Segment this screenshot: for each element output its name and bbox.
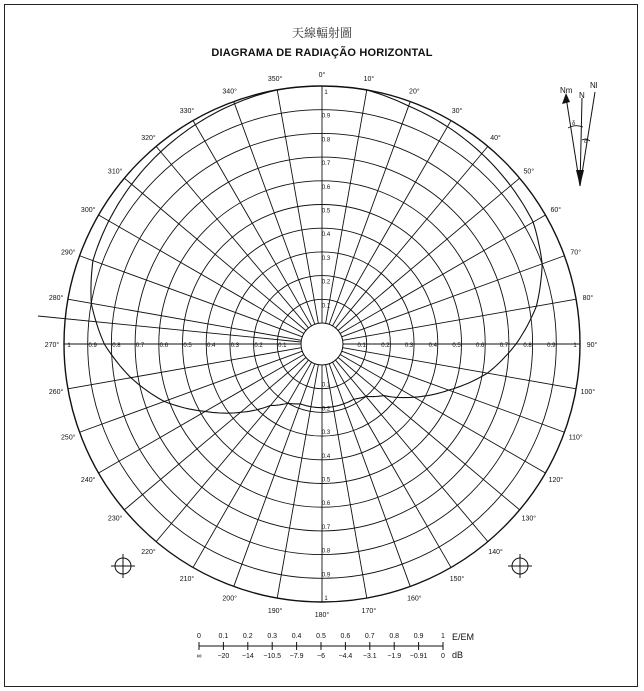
spoke-320 — [156, 146, 308, 328]
spoke-350 — [277, 90, 318, 323]
ring-label-0.2-90: 0.2 — [381, 343, 390, 349]
angle-label-290: 290° — [61, 249, 76, 257]
angle-label-10: 10° — [363, 76, 375, 84]
ring-label-0.3-180: 0.3 — [321, 430, 331, 437]
ring-label-0.8-270: 0.8 — [112, 343, 121, 349]
spoke-260 — [68, 348, 301, 389]
ring-label-0.4-180: 0.4 — [321, 453, 331, 460]
scale-linear-label: 0.3 — [267, 633, 278, 640]
north-declination-symbol — [560, 81, 598, 186]
ring-label-0.2-270: 0.2 — [254, 343, 263, 349]
spoke-40 — [335, 146, 487, 328]
angle-label-140: 140° — [488, 548, 503, 556]
ring-label-0.3-90: 0.3 — [404, 343, 414, 349]
angle-label-310: 310° — [107, 168, 123, 176]
angle-label-300: 300° — [80, 207, 96, 214]
registration-mark-right — [508, 554, 532, 578]
ring-label-0.7-90: 0.7 — [499, 343, 509, 349]
ring-label-0.2-0: 0.2 — [321, 279, 331, 286]
scale-db-label: −10.5 — [263, 653, 282, 660]
spoke-10 — [326, 90, 367, 323]
angle-label-190: 190° — [267, 607, 283, 615]
scale-linear-label: 1 — [441, 633, 445, 640]
scale-db-label: −14 — [241, 653, 254, 660]
scale-db-label: −6 — [317, 653, 325, 660]
compass-base-arrow-icon — [576, 170, 584, 186]
registration-mark-left — [111, 554, 135, 578]
title-portuguese: DIAGRAMA DE RADIAÇÃO HORIZONTAL — [211, 47, 433, 59]
ring-label-0.1-270: 0.1 — [278, 343, 287, 349]
spoke-80 — [343, 299, 576, 340]
ring-label-1-180: 1 — [324, 596, 328, 602]
scale-linear-label: 0.5 — [316, 633, 326, 640]
ring-label-0.5-90: 0.5 — [452, 343, 461, 349]
scale-linear-label: 0.9 — [413, 633, 424, 640]
spoke-100 — [343, 348, 576, 389]
scale-db-label: ∞ — [196, 653, 202, 660]
radiation-pattern — [38, 86, 542, 413]
scale-linear-label: 0 — [197, 633, 201, 640]
ring-label-0.4-90: 0.4 — [428, 343, 437, 349]
spoke-130 — [338, 357, 520, 509]
angle-label-110: 110° — [568, 434, 583, 442]
angle-label-30: 30° — [451, 108, 463, 116]
scale-unit-linear: E/EM — [452, 632, 475, 642]
ring-label-0.8-0: 0.8 — [321, 137, 331, 144]
angle-label-220: 220° — [141, 548, 156, 556]
label-delta-2: δ — [584, 139, 588, 145]
field-db-scale — [197, 632, 475, 660]
ring-label-0.8-180: 0.8 — [321, 548, 331, 555]
scale-linear-label: 0.1 — [218, 633, 229, 640]
scale-linear-label: 0.7 — [364, 633, 375, 640]
scale-linear-label: 0.4 — [291, 633, 302, 640]
scale-linear-label: 0.6 — [340, 633, 351, 640]
ring-label-0.7-270: 0.7 — [135, 343, 145, 349]
angle-label-130: 130° — [521, 515, 537, 523]
angle-label-350: 350° — [267, 76, 283, 84]
angle-label-0: 0° — [318, 72, 326, 79]
ring-label-0.2-180: 0.2 — [321, 406, 331, 413]
ring-label-0.4-270: 0.4 — [207, 343, 216, 349]
spoke-140 — [335, 360, 487, 542]
angle-label-100: 100° — [580, 388, 596, 396]
angle-label-20: 20° — [409, 88, 420, 96]
ring-label-1-270: 1 — [67, 343, 71, 349]
angle-label-50: 50° — [523, 168, 535, 176]
reference-line — [38, 316, 301, 342]
ring-label-0.9-0: 0.9 — [321, 113, 331, 120]
scale-db-label: −3.1 — [362, 653, 377, 660]
angle-label-240: 240° — [80, 477, 96, 484]
angle-label-180: 180° — [314, 612, 330, 619]
title-chinese: 天線輻射圖 — [291, 26, 352, 40]
ring-label-0.3-270: 0.3 — [230, 343, 240, 349]
angle-label-150: 150° — [449, 575, 465, 583]
scale-db-label: −4.4 — [338, 653, 353, 660]
ring-label-0.9-180: 0.9 — [321, 572, 331, 579]
ring-label-0.9-270: 0.9 — [88, 343, 97, 349]
angle-label-280: 280° — [48, 295, 64, 303]
ring-label-0.7-0: 0.7 — [321, 161, 331, 168]
ring-label-0.5-0: 0.5 — [321, 208, 331, 215]
ring-label-0.9-90: 0.9 — [547, 343, 556, 349]
scale-db-label: −0.91 — [409, 653, 428, 660]
angle-label-250: 250° — [61, 434, 76, 442]
spoke-170 — [326, 365, 367, 598]
scale-linear-label: 0.2 — [242, 633, 253, 640]
spoke-220 — [156, 360, 308, 542]
scale-db-label: −7.9 — [289, 653, 304, 660]
angle-label-160: 160° — [407, 595, 422, 603]
angle-label-230: 230° — [107, 515, 123, 523]
ring-label-0.5-270: 0.5 — [183, 343, 192, 349]
center-circle — [301, 323, 343, 365]
angle-label-320: 320° — [141, 135, 156, 143]
ring-label-0.1-180: 0.1 — [321, 382, 331, 389]
angle-label-260: 260° — [48, 388, 64, 396]
angle-label-80: 80° — [582, 295, 594, 303]
angle-label-210: 210° — [179, 575, 195, 583]
spoke-190 — [277, 365, 318, 598]
ring-label-0.1-0: 0.1 — [321, 303, 331, 310]
ring-label-0.7-180: 0.7 — [321, 524, 331, 531]
ring-label-0.5-180: 0.5 — [321, 477, 331, 484]
ring-label-0.4-0: 0.4 — [321, 232, 331, 239]
label-delta-1: δ — [572, 121, 576, 127]
ring-label-1-90: 1 — [573, 343, 577, 349]
angle-label-120: 120° — [548, 477, 564, 484]
angle-label-70: 70° — [570, 249, 582, 257]
angle-label-340: 340° — [222, 88, 237, 96]
ring-label-0.1-90: 0.1 — [357, 343, 366, 349]
label-nl: Nl — [590, 81, 598, 90]
ring-label-0.8-90: 0.8 — [523, 343, 532, 349]
spoke-280 — [68, 299, 301, 340]
label-nm: Nm — [560, 86, 573, 95]
angle-label-170: 170° — [361, 607, 377, 615]
scale-db-label: 0 — [441, 653, 445, 660]
ring-label-0.6-270: 0.6 — [159, 343, 168, 349]
spoke-230 — [124, 357, 306, 509]
spoke-310 — [124, 178, 306, 330]
ring-label-0.6-0: 0.6 — [321, 184, 331, 191]
scale-unit-db: dB — [452, 650, 464, 660]
angle-label-60: 60° — [550, 207, 562, 214]
angle-label-270: 270° — [44, 342, 60, 349]
ring-label-0.3-0: 0.3 — [321, 255, 331, 262]
ring-label-0.6-180: 0.6 — [321, 501, 331, 508]
angle-label-330: 330° — [179, 108, 195, 116]
ring-label-1-0: 1 — [324, 90, 328, 96]
ring-label-0.6-90: 0.6 — [476, 343, 485, 349]
label-n: N — [579, 91, 585, 100]
scale-linear-label: 0.8 — [389, 633, 400, 640]
angle-label-90: 90° — [586, 342, 598, 349]
spoke-50 — [338, 178, 520, 330]
angle-label-200: 200° — [222, 595, 237, 603]
angle-label-40: 40° — [490, 135, 501, 143]
scale-db-label: −1.9 — [387, 653, 402, 660]
scale-db-label: −20 — [217, 653, 230, 660]
